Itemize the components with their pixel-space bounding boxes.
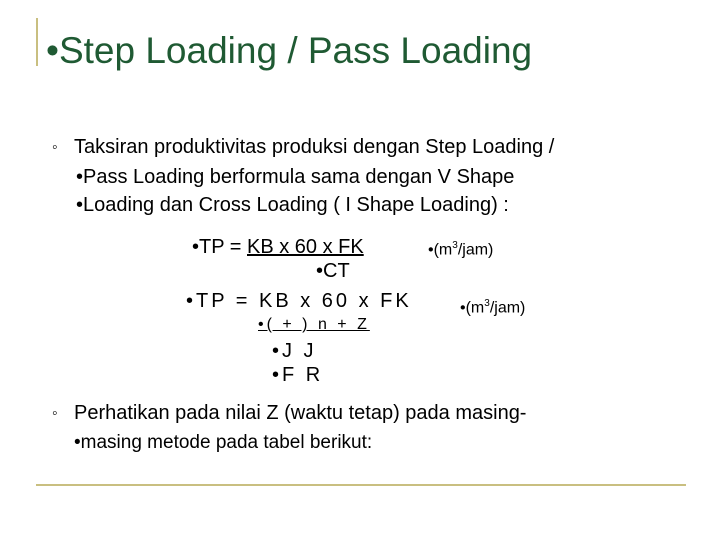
formula-ct: •CT <box>316 260 350 282</box>
unit-2: $•(m^3/jam)$ <box>460 298 526 317</box>
formula-1-prefix: •TP = <box>192 236 247 258</box>
formula-fr: •F R <box>272 364 324 386</box>
formula-2-denominator: •( + ) n + Z <box>258 316 370 333</box>
formula-2: •TP = KB x 60 x FK <box>186 290 412 312</box>
unit-1: $•(m^3/jam)$ <box>428 240 494 259</box>
bullet-1-line-3: •Loading dan Cross Loading ( I Shape Loading) : <box>76 194 509 216</box>
formula-jj: •J J <box>272 340 317 362</box>
bullet-1-symbol: ◦ <box>52 139 58 156</box>
formula-1-numerator: KB x 60 x FK <box>247 236 364 258</box>
bullet-2-line-2: •masing metode pada tabel berikut: <box>74 432 373 453</box>
title-accent-bar <box>36 18 38 66</box>
bullet-2-symbol: ◦ <box>52 405 58 422</box>
slide-title: •Step Loading / Pass Loading <box>46 30 533 71</box>
bullet-1-line-1-text: Taksiran produktivitas produksi dengan Step Loading / <box>74 136 555 158</box>
formula-1 <box>192 236 364 259</box>
bullet-2-line-1-text: Perhatikan pada nilai Z (waktu tetap) pada masing- <box>74 402 527 424</box>
bullet-1-line-1 <box>52 136 554 159</box>
footer-divider <box>36 484 686 486</box>
bullet-1-line-2: •Pass Loading berformula sama dengan V Shape <box>76 166 515 188</box>
bullet-2-line-1 <box>52 402 526 425</box>
